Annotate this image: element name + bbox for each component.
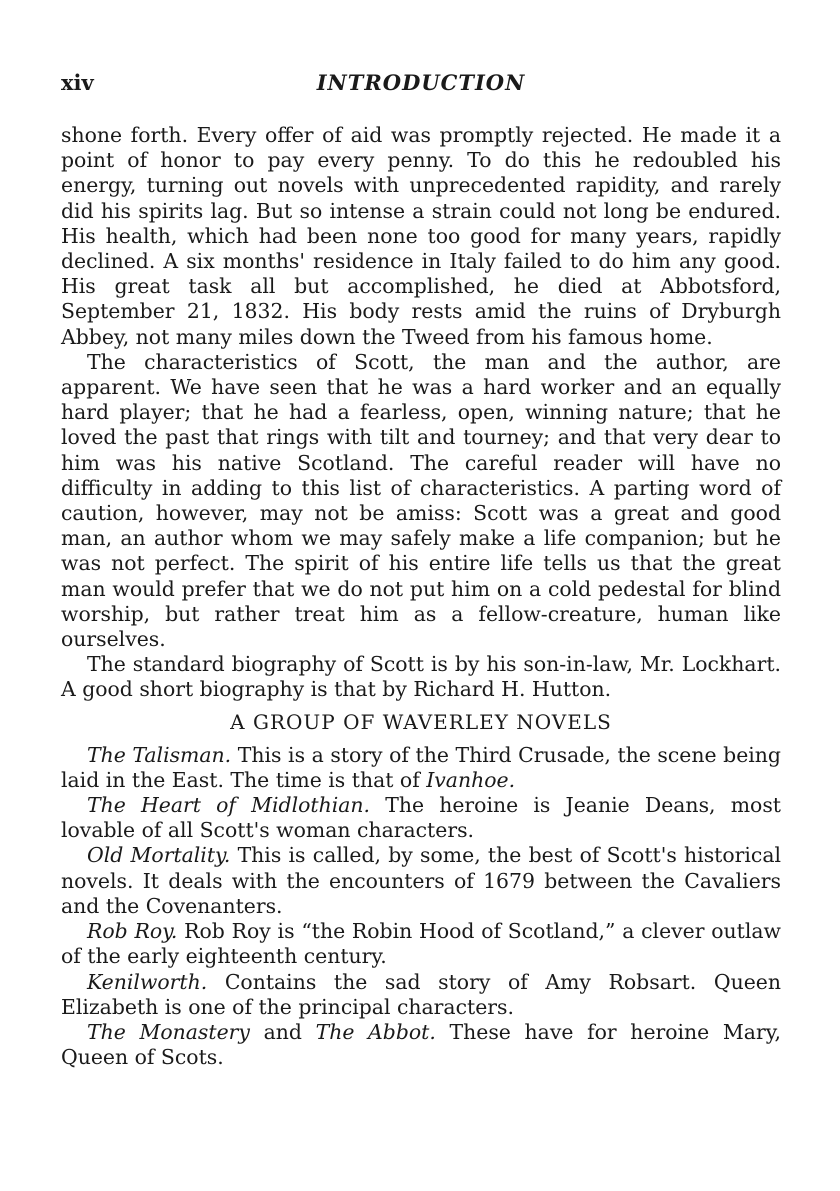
novel-description: Contains the sad story of Amy Robsart. Queen Elizabeth is one of the principal characters. bbox=[61, 969, 781, 1019]
novel-entry-talisman bbox=[61, 743, 781, 793]
novel-entry-monastery-abbot bbox=[61, 1020, 781, 1070]
novel-title: The Talisman. bbox=[87, 742, 232, 767]
page-body bbox=[61, 123, 781, 1070]
novel-description: This is called, by some, the best of Scott's historical novels. It deals with the encounters of 1679 between the Cavaliers and the Covenanters. bbox=[61, 843, 781, 918]
novel-entry-heart-of-midlothian bbox=[61, 793, 781, 843]
novel-entry-kenilworth bbox=[61, 970, 781, 1020]
novel-title: Rob Roy. bbox=[87, 919, 178, 944]
page-number: xiv bbox=[61, 70, 94, 95]
novel-title: Old Mortality. bbox=[87, 843, 231, 868]
novel-description: Rob Roy is “the Robin Hood of Scotland,” a clever outlaw of the early eighteenth century. bbox=[61, 919, 781, 969]
paragraph-scott-final-years: shone forth. Every offer of aid was promptly rejected. He made it a point of honor to pay every penny. To do this he redoubled his energy, turning out novels with unprecedented rapidity, and rarely did his spirits lag. But so intense a strain could not long be endured. His health, which had been none too good for many years, rapidly declined. A six months' residence in Italy failed to do him any good. His great task all but accomplished, he died at Abbotsford, September 21, 1832. His body rests amid the ruins of Dryburgh Abbey, not many miles down the Tweed from his famous home. bbox=[61, 123, 781, 349]
novel-reference: The Abbot. bbox=[315, 1019, 436, 1044]
book-page bbox=[61, 68, 781, 1070]
novel-title: The Monastery bbox=[87, 1019, 250, 1044]
paragraph-scott-characteristics: The characteristics of Scott, the man and the author, are apparent. We have seen that he was a hard worker and an equally hard player; that he had a fearless, open, winning nature; that he loved the past that rings with tilt and tourney; and that very dear to him was his native Scotland. The careful reader will have no difficulty in adding to this list of characteristics. A parting word of caution, however, may not be amiss: Scott was a great and good man, an author whom we may safely make a life companion; but he was not perfect. The spirit of his entire life tells us that the great man would prefer that we do not put him on a cold pedestal for blind worship, but rather treat him as a fellow-creature, human like ourselves. bbox=[61, 349, 781, 652]
novel-reference: Ivanhoe. bbox=[426, 767, 516, 792]
running-title: INTRODUCTION bbox=[316, 70, 526, 95]
novel-description: This is a story of the Third Crusade, the scene being laid in the East. The time is that of bbox=[61, 742, 781, 792]
running-header bbox=[61, 68, 781, 98]
novel-entry-rob-roy bbox=[61, 919, 781, 969]
novel-title: Kenilworth. bbox=[87, 969, 208, 994]
novel-title: The Heart of Midlothian. bbox=[87, 793, 371, 818]
section-heading: A GROUP OF WAVERLEY NOVELS bbox=[230, 709, 612, 734]
paragraph-biographies: The standard biography of Scott is by his son-in-law, Mr. Lockhart. A good short biography is that by Richard H. Hutton. bbox=[61, 652, 781, 702]
novel-description: and bbox=[249, 1019, 316, 1044]
novel-entry-old-mortality bbox=[61, 843, 781, 919]
novel-description-end: These have for heroine Mary, Queen of Scots. bbox=[61, 1019, 781, 1070]
novel-description: The heroine is Jeanie Deans, most lovable of all Scott's woman characters. bbox=[61, 793, 781, 843]
